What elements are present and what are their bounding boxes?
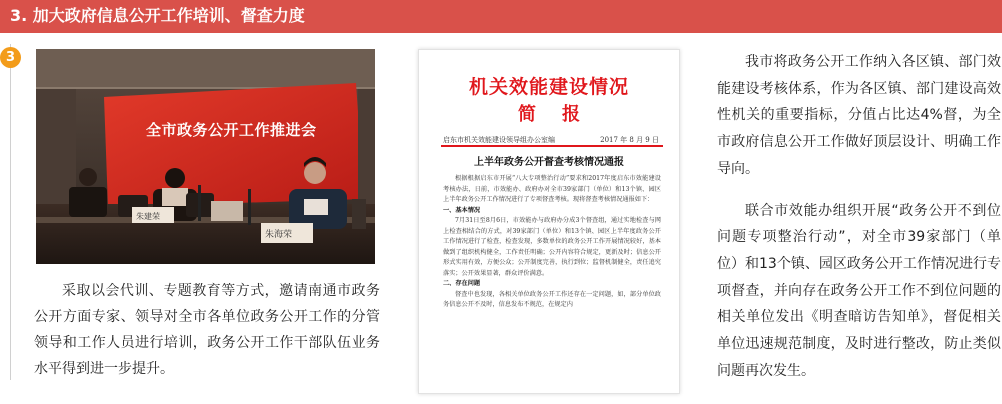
bulletin-red-rule: [441, 145, 663, 147]
bulletin-section-2-text: 督查中也发现，各相关单位政务公开工作还存在一定问题，如，部分单位政务信息公开不及时，信息发布不规范，在规定内: [443, 290, 661, 308]
timeline-line: [10, 44, 11, 380]
section-header: [0, 0, 1002, 33]
screen-banner-text: 全市政务公开工作推进会: [146, 121, 317, 139]
bulletin-section-1-text: 7月31日至8月6日，市效能办与政府办分成3个督查组，通过实地检查与网上检查相结合的方式，对39家部门（单位）和13个镇、园区上半年度政务公开工作情况进行了检查，检查发现，多数单位的政务公开工作开展情况较好，基本做到了组织机构健全，工作责任明确；公开内容符合规定，更新及时；信息公开形式实用有效，方便公众；公开制度完善，执行到位；监督机制健全，责任追究落实；公开效果显著，群众评价满意。: [443, 217, 661, 277]
section-title: 3. 加大政府信息公开工作培训、督查力度: [10, 6, 305, 25]
bulletin-section-2-title: 二、存在问题: [443, 280, 481, 287]
bulletin-date: 2017 年 8 月 9 日: [600, 136, 659, 144]
step-badge: 3: [0, 47, 21, 68]
bulletin-intro: 根据根据启东市开展“八大专项整治行动”要求和2017年度启东市效能建设考核办法，日前，市效能办、政府办对全市39家部门（单位）和13个镇、园区上半年政务公开工作情况进行了专项督查考核。现将督查考核情况通报如下：: [443, 175, 661, 203]
assessment-paragraph: 我市将政务公开工作纳入各区镇、部门效能建设考核体系，作为各区镇、部门建设高效性机关的重要指标，分值占比达4%督，为全市政府信息公开工作做好顶层设计、明确工作导向。: [717, 54, 1001, 177]
bulletin-title: 机关效能建设情况: [468, 76, 629, 98]
nameplate-1: 朱海荣: [265, 230, 293, 240]
meeting-photo-graphic: [36, 49, 375, 264]
bulletin-heading: 上半年政务公开督查考核情况通报: [474, 157, 624, 168]
bulletin-meta: [443, 135, 659, 145]
bulletin-body: [443, 174, 661, 311]
inspection-paragraph: 联合市效能办组织开展“政务公开不到位问题专项整治行动”，对全市39家部门（单位）和13个镇、园区政务公开工作情况进行专项督查，并向存在政务公开工作不到位问题的相关单位发出《明查暗访告知单》，督促相关单位迅速规范制度，及时进行整改，防止类似问题再次发生。: [717, 202, 1001, 379]
training-paragraph: 采取以会代训、专题教育等方式，邀请南通市政务公开方面专家、领导对全市各单位政务公开工作的分管领导和工作人员进行培训，政务公开工作干部队伍业务水平得到进一步提升。: [34, 283, 380, 377]
bulletin-section-1-title: 一、基本情况: [443, 206, 481, 214]
bulletin-document: [418, 49, 680, 394]
right-column: [717, 49, 1001, 384]
meeting-photo: [36, 49, 375, 264]
nameplate-2: 朱建荣: [136, 212, 160, 221]
bulletin-subtitle: 简报: [518, 104, 606, 125]
bulletin-issuer: 启东市机关效能建设领导组办公室编: [443, 136, 555, 144]
